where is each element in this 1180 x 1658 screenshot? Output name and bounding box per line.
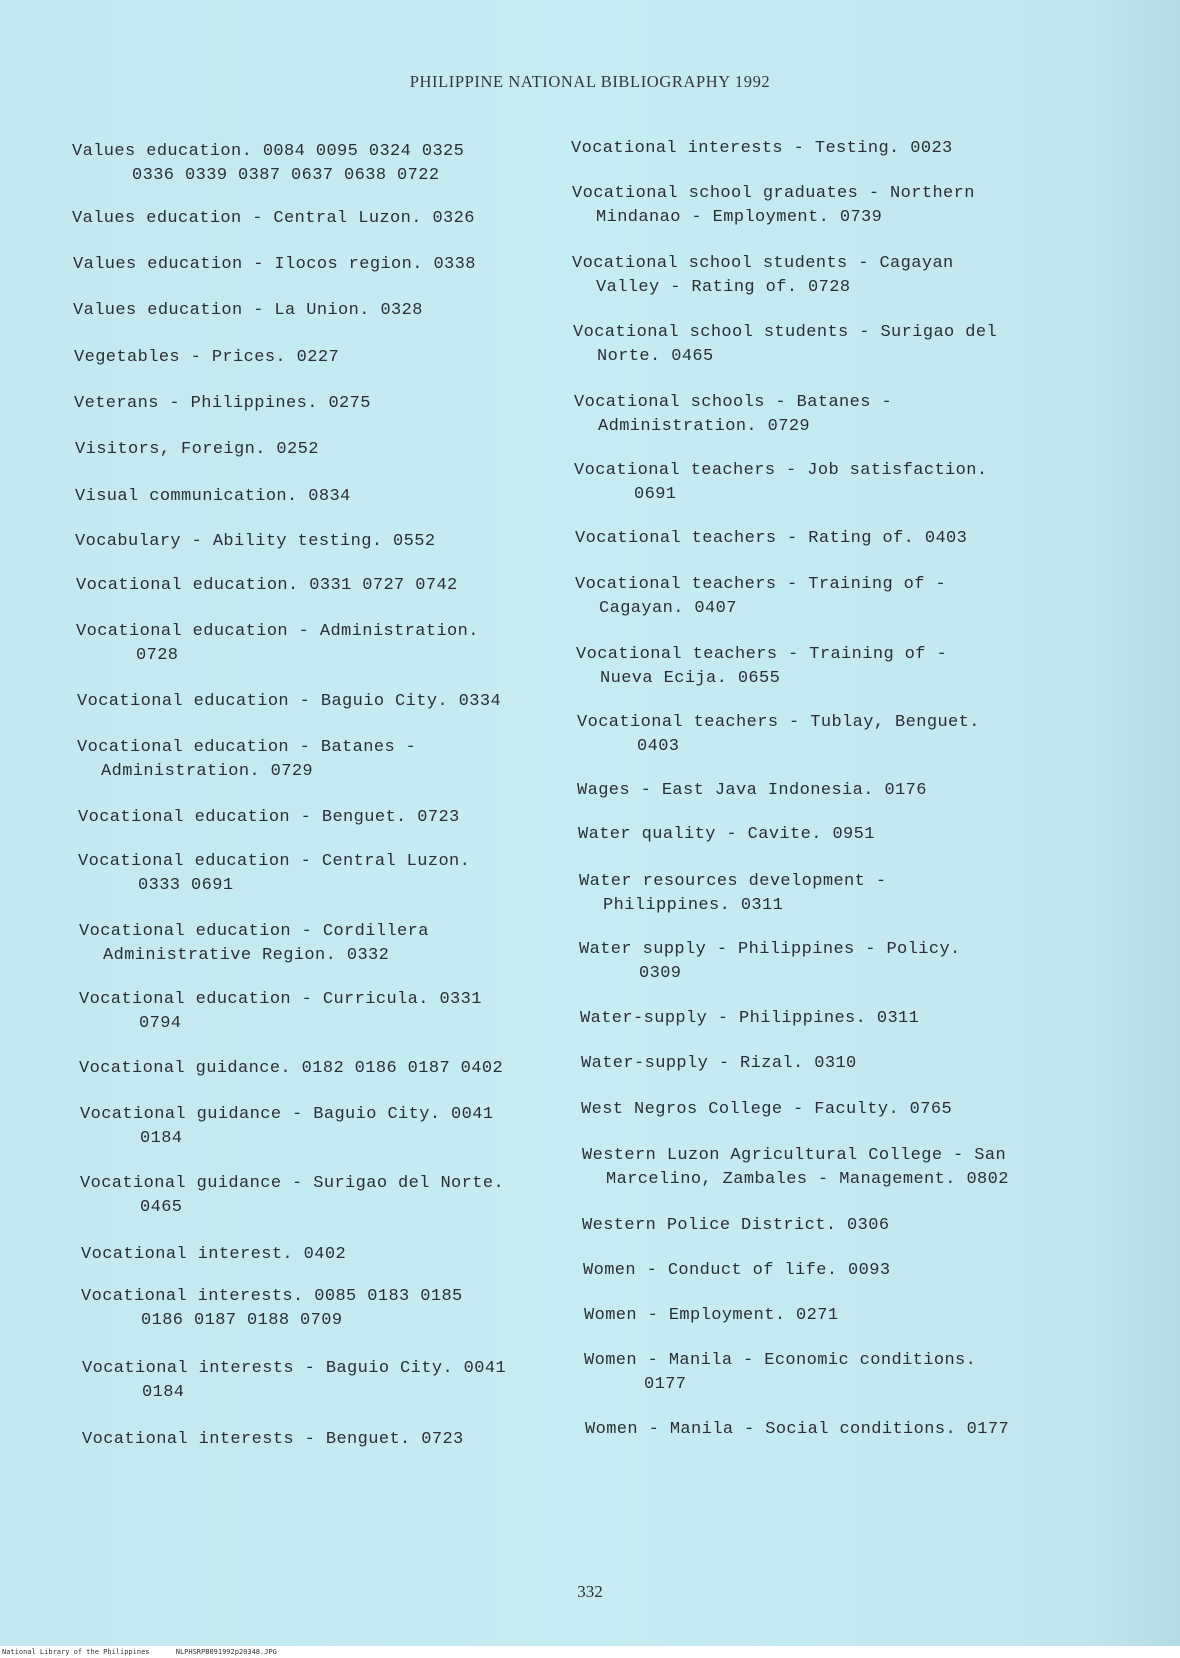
entry-heading: Vocational interests - Baguio City. 0041 — [82, 1359, 507, 1378]
entry-heading: West Negros College - Faculty. 0765 — [581, 1100, 953, 1119]
entry-heading: Values education - Ilocos region. 0338 — [73, 255, 476, 274]
entry-continuation: Norte. 0465 — [597, 347, 714, 366]
entry-heading: Vocational teachers - Training of - — [575, 575, 947, 594]
entry-continuation: 0691 — [634, 485, 677, 504]
index-entry — [585, 1418, 1095, 1442]
entry-heading: Water resources development - — [579, 872, 887, 891]
entry-continuation: 0465 — [140, 1198, 183, 1217]
index-entry — [82, 1357, 592, 1405]
entry-continuation: Mindanao - Employment. 0739 — [596, 208, 883, 227]
entry-heading: Vocational teachers - Tublay, Benguet. — [577, 713, 980, 732]
entry-heading: Water-supply - Philippines. 0311 — [580, 1009, 920, 1028]
entry-continuation: Administrative Region. 0332 — [103, 946, 390, 965]
index-entry — [578, 823, 1088, 847]
entry-heading: Vocational teachers - Rating of. 0403 — [575, 529, 968, 548]
index-entry — [577, 779, 1087, 803]
entry-heading: Vocational teachers - Job satisfaction. — [574, 461, 988, 480]
index-entry — [74, 392, 584, 416]
index-entry — [575, 527, 1085, 551]
entry-continuation: 0728 — [136, 646, 179, 665]
entry-heading: Vocational interests - Benguet. 0723 — [82, 1430, 464, 1449]
entry-heading: Values education - Central Luzon. 0326 — [72, 209, 475, 228]
index-entry — [73, 253, 583, 277]
index-entry — [572, 182, 1082, 230]
index-entry — [582, 1214, 1092, 1238]
index-entry — [76, 574, 586, 598]
entry-continuation: Marcelino, Zambales - Management. 0802 — [606, 1170, 1009, 1189]
index-entry — [574, 459, 1084, 507]
index-entry — [572, 252, 1082, 300]
index-entry — [77, 690, 587, 714]
entry-heading: Vocational guidance. 0182 0186 0187 0402 — [79, 1059, 504, 1078]
index-entry — [78, 850, 588, 898]
entry-heading: Values education. 0084 0095 0324 0325 — [72, 142, 465, 161]
entry-heading: Visitors, Foreign. 0252 — [75, 440, 319, 459]
entry-heading: Women - Manila - Economic conditions. — [584, 1351, 977, 1370]
entry-heading: Veterans - Philippines. 0275 — [74, 394, 371, 413]
entry-continuation: 0186 0187 0188 0709 — [141, 1311, 343, 1330]
entry-continuation: 0177 — [644, 1375, 687, 1394]
entry-heading: Water supply - Philippines - Policy. — [579, 940, 961, 959]
entry-continuation: 0184 — [142, 1383, 185, 1402]
entry-heading: Visual communication. 0834 — [75, 487, 351, 506]
index-entry — [573, 321, 1083, 369]
entry-heading: Women - Conduct of life. 0093 — [583, 1261, 891, 1280]
index-entry — [75, 438, 585, 462]
index-entry — [579, 938, 1089, 986]
entry-heading: Vocabulary - Ability testing. 0552 — [75, 532, 436, 551]
index-entry — [78, 806, 588, 830]
index-entry — [577, 711, 1087, 759]
entry-heading: Water quality - Cavite. 0951 — [578, 825, 875, 844]
index-entry — [571, 137, 1081, 161]
index-entry — [574, 391, 1084, 439]
entry-heading: Values education - La Union. 0328 — [73, 301, 423, 320]
index-entry — [579, 870, 1089, 918]
index-entry — [584, 1304, 1094, 1328]
entry-heading: Vocational guidance - Surigao del Norte. — [80, 1174, 505, 1193]
index-entry — [576, 643, 1086, 691]
index-entry — [76, 620, 586, 668]
entry-heading: Vocational education - Central Luzon. — [78, 852, 471, 871]
index-entry — [80, 1172, 590, 1220]
index-entry — [584, 1349, 1094, 1397]
entry-continuation: 0309 — [639, 964, 682, 983]
entry-continuation: Nueva Ecija. 0655 — [600, 669, 781, 688]
entry-heading: Vocational education - Administration. — [76, 622, 479, 641]
entry-continuation: Administration. 0729 — [598, 417, 811, 436]
entry-heading: Women - Manila - Social conditions. 0177 — [585, 1420, 1010, 1439]
index-entry — [575, 573, 1085, 621]
page-number: 332 — [577, 1582, 603, 1601]
entry-heading: Western Police District. 0306 — [582, 1216, 890, 1235]
entry-heading: Vocational education. 0331 0727 0742 — [76, 576, 458, 595]
index-entry — [81, 1285, 591, 1333]
index-entry — [581, 1052, 1091, 1076]
index-entry — [73, 299, 583, 323]
index-entry — [580, 1007, 1090, 1031]
entry-continuation: 0403 — [637, 737, 680, 756]
entry-heading: Vocational school students - Cagayan — [572, 254, 954, 273]
scan-filename: NLPHSRPB091992p20348.JPG — [175, 1648, 277, 1656]
index-entry — [581, 1098, 1091, 1122]
entry-heading: Women - Employment. 0271 — [584, 1306, 839, 1325]
entry-heading: Vocational education - Curricula. 0331 — [79, 990, 482, 1009]
entry-heading: Wages - East Java Indonesia. 0176 — [577, 781, 927, 800]
index-entry — [75, 530, 585, 554]
entry-heading: Vocational school students - Surigao del — [573, 323, 998, 342]
page-header: PHILIPPINE NATIONAL BIBLIOGRAPHY 1992 — [409, 72, 771, 91]
entry-continuation: 0184 — [140, 1129, 183, 1148]
entry-continuation: 0333 0691 — [138, 876, 234, 895]
entry-heading: Vocational education - Baguio City. 0334 — [77, 692, 502, 711]
entry-heading: Vegetables - Prices. 0227 — [74, 348, 340, 367]
entry-continuation: 0794 — [139, 1014, 182, 1033]
entry-continuation: Cagayan. 0407 — [599, 599, 737, 618]
index-entry — [582, 1144, 1092, 1192]
entry-continuation: Philippines. 0311 — [603, 896, 784, 915]
entry-heading: Western Luzon Agricultural College - San — [582, 1146, 1007, 1165]
index-entry — [72, 140, 582, 188]
entry-heading: Vocational education - Benguet. 0723 — [78, 808, 460, 827]
entry-heading: Water-supply - Rizal. 0310 — [581, 1054, 857, 1073]
entry-heading: Vocational interests. 0085 0183 0185 — [81, 1287, 463, 1306]
entry-heading: Vocational interest. 0402 — [81, 1245, 347, 1264]
entry-continuation: Valley - Rating of. 0728 — [596, 278, 851, 297]
index-entry — [80, 1103, 590, 1151]
index-entry — [79, 920, 589, 968]
index-entry — [74, 346, 584, 370]
entry-heading: Vocational teachers - Training of - — [576, 645, 948, 664]
entry-heading: Vocational education - Batanes - — [77, 738, 417, 757]
index-entry — [72, 207, 582, 231]
entry-heading: Vocational schools - Batanes - — [574, 393, 893, 412]
library-credit: National Library of the Philippines — [2, 1648, 150, 1656]
entry-continuation: Administration. 0729 — [101, 762, 314, 781]
entry-heading: Vocational school graduates - Northern — [572, 184, 975, 203]
entry-continuation: 0336 0339 0387 0637 0638 0722 — [132, 166, 440, 185]
entry-heading: Vocational guidance - Baguio City. 0041 — [80, 1105, 494, 1124]
index-entry — [82, 1428, 592, 1452]
index-entry — [79, 988, 589, 1036]
index-entry — [77, 736, 587, 784]
scan-footer — [0, 1646, 1180, 1658]
entry-heading: Vocational interests - Testing. 0023 — [571, 139, 953, 158]
index-entry — [79, 1057, 589, 1081]
entry-heading: Vocational education - Cordillera — [79, 922, 429, 941]
index-entry — [75, 485, 585, 509]
index-entry — [81, 1243, 591, 1267]
index-entry — [583, 1259, 1093, 1283]
